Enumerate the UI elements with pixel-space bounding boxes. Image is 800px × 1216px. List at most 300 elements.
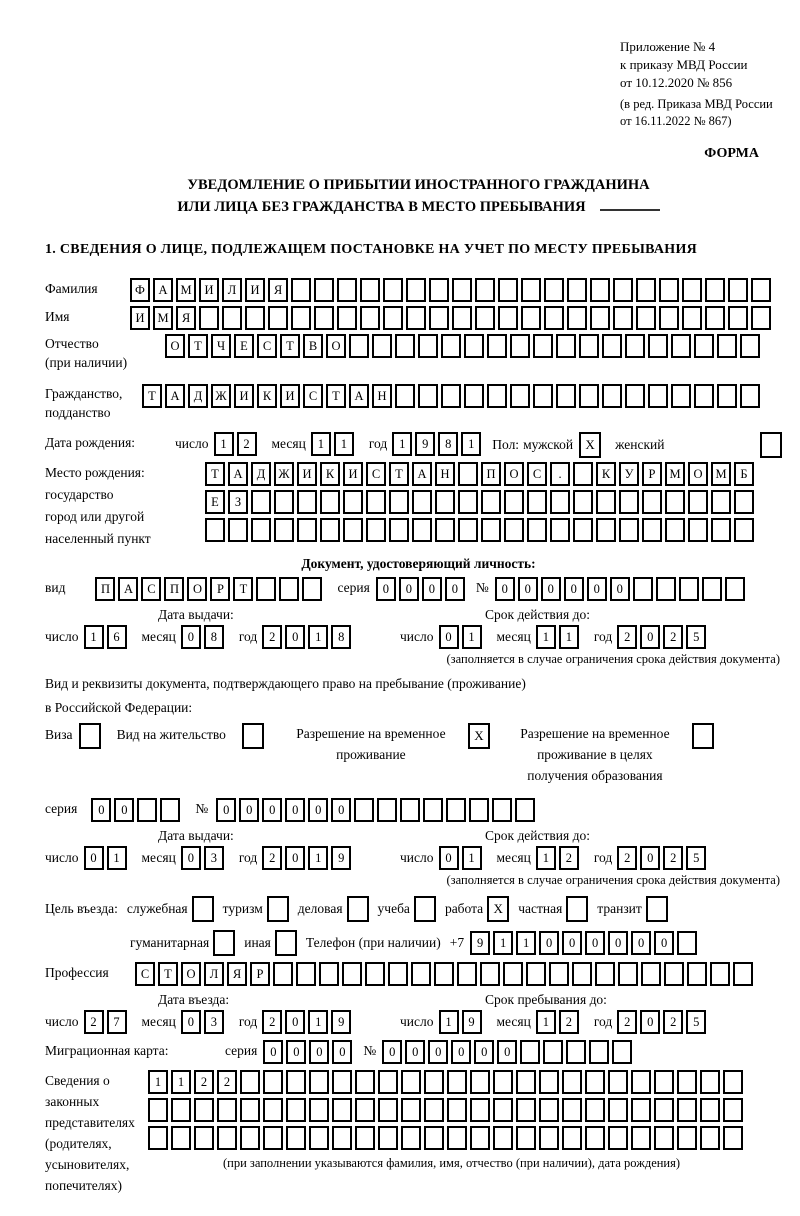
char-cell[interactable]: 0: [610, 577, 630, 601]
char-cell[interactable]: [618, 962, 638, 986]
char-cell[interactable]: [633, 577, 653, 601]
char-cell[interactable]: [589, 1040, 609, 1064]
char-cell[interactable]: [464, 384, 484, 408]
char-cell[interactable]: Е: [205, 490, 225, 514]
char-cell[interactable]: [320, 518, 340, 542]
char-cell[interactable]: [539, 1070, 559, 1094]
char-cell[interactable]: 0: [640, 1010, 660, 1034]
purpose-private-checkbox[interactable]: [566, 896, 588, 922]
char-cell[interactable]: [550, 490, 570, 514]
char-cell[interactable]: [148, 1098, 168, 1122]
char-cell[interactable]: [388, 962, 408, 986]
char-cell[interactable]: [510, 334, 530, 358]
char-cell[interactable]: 0: [181, 846, 201, 870]
char-cell[interactable]: [291, 278, 311, 302]
char-cell[interactable]: [309, 1098, 329, 1122]
char-cell[interactable]: [642, 518, 662, 542]
char-cell[interactable]: 0: [91, 798, 111, 822]
char-cell[interactable]: 0: [474, 1040, 494, 1064]
char-cell[interactable]: [539, 1126, 559, 1150]
char-cell[interactable]: [602, 334, 622, 358]
char-cell[interactable]: [659, 278, 679, 302]
char-cell[interactable]: 2: [617, 846, 637, 870]
char-cell[interactable]: [504, 518, 524, 542]
char-cell[interactable]: 5: [686, 846, 706, 870]
char-cell[interactable]: [700, 1098, 720, 1122]
char-cell[interactable]: [366, 490, 386, 514]
char-cell[interactable]: 2: [663, 625, 683, 649]
char-cell[interactable]: С: [303, 384, 323, 408]
char-cell[interactable]: [677, 1098, 697, 1122]
char-cell[interactable]: Н: [372, 384, 392, 408]
char-cell[interactable]: [625, 334, 645, 358]
char-cell[interactable]: [228, 518, 248, 542]
char-cell[interactable]: 0: [216, 798, 236, 822]
residence-permit-checkbox[interactable]: [242, 723, 264, 749]
char-cell[interactable]: [469, 798, 489, 822]
char-cell[interactable]: [664, 962, 684, 986]
char-cell[interactable]: 0: [285, 1010, 305, 1034]
char-cell[interactable]: А: [228, 462, 248, 486]
char-cell[interactable]: [549, 962, 569, 986]
char-cell[interactable]: [677, 1126, 697, 1150]
char-cell[interactable]: М: [711, 462, 731, 486]
char-cell[interactable]: 2: [237, 432, 257, 456]
char-cell[interactable]: [498, 306, 518, 330]
char-cell[interactable]: Ж: [211, 384, 231, 408]
char-cell[interactable]: [493, 1126, 513, 1150]
char-cell[interactable]: [412, 518, 432, 542]
char-cell[interactable]: Е: [234, 334, 254, 358]
sex-female-checkbox[interactable]: [760, 432, 782, 458]
char-cell[interactable]: [251, 518, 271, 542]
char-cell[interactable]: [475, 306, 495, 330]
char-cell[interactable]: [740, 384, 760, 408]
purpose-study-checkbox[interactable]: [414, 896, 436, 922]
char-cell[interactable]: [521, 306, 541, 330]
char-cell[interactable]: 0: [263, 1040, 283, 1064]
char-cell[interactable]: 2: [262, 625, 282, 649]
char-cell[interactable]: [435, 518, 455, 542]
char-cell[interactable]: [395, 384, 415, 408]
char-cell[interactable]: [613, 278, 633, 302]
char-cell[interactable]: [636, 306, 656, 330]
char-cell[interactable]: [274, 490, 294, 514]
char-cell[interactable]: [337, 278, 357, 302]
char-cell[interactable]: 1: [308, 1010, 328, 1034]
char-cell[interactable]: 1: [311, 432, 331, 456]
char-cell[interactable]: [654, 1126, 674, 1150]
char-cell[interactable]: 1: [334, 432, 354, 456]
char-cell[interactable]: [199, 306, 219, 330]
char-cell[interactable]: 0: [262, 798, 282, 822]
char-cell[interactable]: 0: [445, 577, 465, 601]
char-cell[interactable]: 2: [663, 1010, 683, 1034]
char-cell[interactable]: [585, 1126, 605, 1150]
char-cell[interactable]: [612, 1040, 632, 1064]
char-cell[interactable]: [740, 334, 760, 358]
char-cell[interactable]: [194, 1126, 214, 1150]
char-cell[interactable]: 0: [439, 846, 459, 870]
char-cell[interactable]: 1: [148, 1070, 168, 1094]
char-cell[interactable]: [263, 1070, 283, 1094]
char-cell[interactable]: [263, 1126, 283, 1150]
char-cell[interactable]: И: [234, 384, 254, 408]
char-cell[interactable]: [527, 518, 547, 542]
char-cell[interactable]: [526, 962, 546, 986]
char-cell[interactable]: [406, 278, 426, 302]
char-cell[interactable]: [412, 490, 432, 514]
char-cell[interactable]: [481, 518, 501, 542]
char-cell[interactable]: 2: [194, 1070, 214, 1094]
char-cell[interactable]: [389, 518, 409, 542]
char-cell[interactable]: [520, 1040, 540, 1064]
sex-male-checkbox[interactable]: X: [579, 432, 601, 458]
char-cell[interactable]: А: [165, 384, 185, 408]
purpose-official-checkbox[interactable]: [192, 896, 214, 922]
char-cell[interactable]: [515, 798, 535, 822]
char-cell[interactable]: 2: [217, 1070, 237, 1094]
char-cell[interactable]: [424, 1098, 444, 1122]
char-cell[interactable]: [679, 577, 699, 601]
char-cell[interactable]: [648, 384, 668, 408]
char-cell[interactable]: 2: [559, 846, 579, 870]
char-cell[interactable]: А: [118, 577, 138, 601]
char-cell[interactable]: 0: [285, 846, 305, 870]
char-cell[interactable]: [240, 1070, 260, 1094]
char-cell[interactable]: П: [481, 462, 501, 486]
char-cell[interactable]: 1: [214, 432, 234, 456]
char-cell[interactable]: [424, 1070, 444, 1094]
char-cell[interactable]: 0: [654, 931, 674, 955]
char-cell[interactable]: [314, 278, 334, 302]
char-cell[interactable]: [355, 1098, 375, 1122]
char-cell[interactable]: [256, 577, 276, 601]
char-cell[interactable]: [516, 1098, 536, 1122]
char-cell[interactable]: [539, 1098, 559, 1122]
char-cell[interactable]: Д: [188, 384, 208, 408]
char-cell[interactable]: [533, 384, 553, 408]
char-cell[interactable]: [424, 1126, 444, 1150]
char-cell[interactable]: [556, 384, 576, 408]
char-cell[interactable]: С: [257, 334, 277, 358]
char-cell[interactable]: [710, 962, 730, 986]
char-cell[interactable]: [160, 798, 180, 822]
char-cell[interactable]: Ф: [130, 278, 150, 302]
char-cell[interactable]: 2: [617, 625, 637, 649]
char-cell[interactable]: Л: [204, 962, 224, 986]
char-cell[interactable]: [682, 278, 702, 302]
char-cell[interactable]: 1: [84, 625, 104, 649]
char-cell[interactable]: [360, 306, 380, 330]
char-cell[interactable]: Р: [250, 962, 270, 986]
char-cell[interactable]: [613, 306, 633, 330]
char-cell[interactable]: [725, 577, 745, 601]
char-cell[interactable]: 0: [309, 1040, 329, 1064]
char-cell[interactable]: С: [366, 462, 386, 486]
char-cell[interactable]: [728, 306, 748, 330]
char-cell[interactable]: И: [297, 462, 317, 486]
char-cell[interactable]: [365, 962, 385, 986]
char-cell[interactable]: [452, 278, 472, 302]
char-cell[interactable]: 2: [617, 1010, 637, 1034]
char-cell[interactable]: 0: [587, 577, 607, 601]
char-cell[interactable]: [434, 962, 454, 986]
char-cell[interactable]: [337, 306, 357, 330]
char-cell[interactable]: [205, 518, 225, 542]
char-cell[interactable]: [723, 1126, 743, 1150]
purpose-business-checkbox[interactable]: [347, 896, 369, 922]
char-cell[interactable]: 9: [331, 1010, 351, 1034]
char-cell[interactable]: [447, 1098, 467, 1122]
char-cell[interactable]: 0: [495, 577, 515, 601]
char-cell[interactable]: 0: [428, 1040, 448, 1064]
char-cell[interactable]: [273, 962, 293, 986]
char-cell[interactable]: [240, 1098, 260, 1122]
char-cell[interactable]: [406, 306, 426, 330]
char-cell[interactable]: [734, 490, 754, 514]
char-cell[interactable]: [498, 278, 518, 302]
char-cell[interactable]: 3: [204, 846, 224, 870]
char-cell[interactable]: [354, 798, 374, 822]
char-cell[interactable]: Т: [389, 462, 409, 486]
char-cell[interactable]: [383, 278, 403, 302]
char-cell[interactable]: [608, 1070, 628, 1094]
char-cell[interactable]: [562, 1098, 582, 1122]
char-cell[interactable]: [309, 1070, 329, 1094]
char-cell[interactable]: [297, 518, 317, 542]
char-cell[interactable]: [302, 577, 322, 601]
char-cell[interactable]: [665, 518, 685, 542]
char-cell[interactable]: [700, 1126, 720, 1150]
char-cell[interactable]: [656, 577, 676, 601]
char-cell[interactable]: 2: [84, 1010, 104, 1034]
char-cell[interactable]: [447, 1126, 467, 1150]
char-cell[interactable]: [671, 384, 691, 408]
char-cell[interactable]: [728, 278, 748, 302]
char-cell[interactable]: [401, 1126, 421, 1150]
char-cell[interactable]: [654, 1098, 674, 1122]
char-cell[interactable]: 9: [470, 931, 490, 955]
char-cell[interactable]: [481, 490, 501, 514]
char-cell[interactable]: 3: [204, 1010, 224, 1034]
char-cell[interactable]: [734, 518, 754, 542]
char-cell[interactable]: [274, 518, 294, 542]
char-cell[interactable]: [504, 490, 524, 514]
char-cell[interactable]: [493, 1070, 513, 1094]
char-cell[interactable]: [608, 1126, 628, 1150]
char-cell[interactable]: 9: [462, 1010, 482, 1034]
char-cell[interactable]: [493, 1098, 513, 1122]
char-cell[interactable]: [533, 334, 553, 358]
char-cell[interactable]: 0: [285, 798, 305, 822]
char-cell[interactable]: 7: [107, 1010, 127, 1034]
char-cell[interactable]: [458, 462, 478, 486]
char-cell[interactable]: [423, 798, 443, 822]
char-cell[interactable]: [677, 931, 697, 955]
char-cell[interactable]: 1: [559, 625, 579, 649]
char-cell[interactable]: [217, 1126, 237, 1150]
char-cell[interactable]: [194, 1098, 214, 1122]
char-cell[interactable]: [751, 306, 771, 330]
char-cell[interactable]: [688, 518, 708, 542]
char-cell[interactable]: 0: [84, 846, 104, 870]
char-cell[interactable]: И: [130, 306, 150, 330]
char-cell[interactable]: [137, 798, 157, 822]
char-cell[interactable]: 0: [439, 625, 459, 649]
char-cell[interactable]: [377, 798, 397, 822]
char-cell[interactable]: [400, 798, 420, 822]
char-cell[interactable]: Ж: [274, 462, 294, 486]
char-cell[interactable]: [309, 1126, 329, 1150]
char-cell[interactable]: В: [303, 334, 323, 358]
char-cell[interactable]: 1: [536, 625, 556, 649]
char-cell[interactable]: 0: [382, 1040, 402, 1064]
char-cell[interactable]: З: [228, 490, 248, 514]
char-cell[interactable]: [619, 490, 639, 514]
char-cell[interactable]: [366, 518, 386, 542]
char-cell[interactable]: [217, 1098, 237, 1122]
char-cell[interactable]: [671, 334, 691, 358]
char-cell[interactable]: 0: [308, 798, 328, 822]
char-cell[interactable]: [401, 1098, 421, 1122]
char-cell[interactable]: [711, 490, 731, 514]
char-cell[interactable]: 1: [536, 1010, 556, 1034]
char-cell[interactable]: 1: [107, 846, 127, 870]
char-cell[interactable]: [457, 962, 477, 986]
char-cell[interactable]: 1: [462, 625, 482, 649]
purpose-tourism-checkbox[interactable]: [267, 896, 289, 922]
char-cell[interactable]: [705, 306, 725, 330]
char-cell[interactable]: М: [665, 462, 685, 486]
char-cell[interactable]: 1: [516, 931, 536, 955]
char-cell[interactable]: [602, 384, 622, 408]
char-cell[interactable]: 0: [239, 798, 259, 822]
char-cell[interactable]: 0: [399, 577, 419, 601]
char-cell[interactable]: 1: [461, 432, 481, 456]
char-cell[interactable]: [470, 1070, 490, 1094]
char-cell[interactable]: [383, 306, 403, 330]
char-cell[interactable]: [429, 278, 449, 302]
char-cell[interactable]: П: [95, 577, 115, 601]
char-cell[interactable]: И: [343, 462, 363, 486]
char-cell[interactable]: М: [176, 278, 196, 302]
char-cell[interactable]: 0: [539, 931, 559, 955]
char-cell[interactable]: [395, 334, 415, 358]
char-cell[interactable]: [441, 334, 461, 358]
char-cell[interactable]: [573, 462, 593, 486]
char-cell[interactable]: У: [619, 462, 639, 486]
char-cell[interactable]: 0: [518, 577, 538, 601]
char-cell[interactable]: [320, 490, 340, 514]
char-cell[interactable]: [562, 1126, 582, 1150]
char-cell[interactable]: [642, 490, 662, 514]
char-cell[interactable]: [631, 1126, 651, 1150]
char-cell[interactable]: [291, 306, 311, 330]
char-cell[interactable]: 5: [686, 1010, 706, 1034]
purpose-other-checkbox[interactable]: [275, 930, 297, 956]
char-cell[interactable]: [619, 518, 639, 542]
char-cell[interactable]: 5: [686, 625, 706, 649]
char-cell[interactable]: 0: [422, 577, 442, 601]
char-cell[interactable]: [286, 1098, 306, 1122]
char-cell[interactable]: 2: [559, 1010, 579, 1034]
char-cell[interactable]: [527, 490, 547, 514]
char-cell[interactable]: [378, 1126, 398, 1150]
char-cell[interactable]: [585, 1070, 605, 1094]
char-cell[interactable]: Т: [142, 384, 162, 408]
char-cell[interactable]: [378, 1070, 398, 1094]
char-cell[interactable]: И: [245, 278, 265, 302]
char-cell[interactable]: [297, 490, 317, 514]
char-cell[interactable]: [510, 384, 530, 408]
char-cell[interactable]: [251, 490, 271, 514]
char-cell[interactable]: [567, 306, 587, 330]
char-cell[interactable]: [717, 384, 737, 408]
char-cell[interactable]: [452, 306, 472, 330]
char-cell[interactable]: [343, 518, 363, 542]
char-cell[interactable]: 1: [536, 846, 556, 870]
char-cell[interactable]: Л: [222, 278, 242, 302]
char-cell[interactable]: [441, 384, 461, 408]
char-cell[interactable]: [711, 518, 731, 542]
char-cell[interactable]: 0: [181, 1010, 201, 1034]
char-cell[interactable]: 0: [285, 625, 305, 649]
char-cell[interactable]: 9: [331, 846, 351, 870]
char-cell[interactable]: 0: [331, 798, 351, 822]
char-cell[interactable]: 0: [451, 1040, 471, 1064]
char-cell[interactable]: О: [187, 577, 207, 601]
char-cell[interactable]: И: [280, 384, 300, 408]
char-cell[interactable]: [751, 278, 771, 302]
char-cell[interactable]: Т: [233, 577, 253, 601]
char-cell[interactable]: [566, 1040, 586, 1064]
char-cell[interactable]: П: [164, 577, 184, 601]
char-cell[interactable]: [480, 962, 500, 986]
char-cell[interactable]: Т: [326, 384, 346, 408]
char-cell[interactable]: [314, 306, 334, 330]
char-cell[interactable]: 0: [286, 1040, 306, 1064]
char-cell[interactable]: 0: [497, 1040, 517, 1064]
char-cell[interactable]: [723, 1098, 743, 1122]
char-cell[interactable]: 1: [171, 1070, 191, 1094]
char-cell[interactable]: А: [349, 384, 369, 408]
char-cell[interactable]: 0: [376, 577, 396, 601]
char-cell[interactable]: [355, 1126, 375, 1150]
char-cell[interactable]: [596, 490, 616, 514]
char-cell[interactable]: 1: [392, 432, 412, 456]
char-cell[interactable]: 6: [107, 625, 127, 649]
char-cell[interactable]: [573, 518, 593, 542]
char-cell[interactable]: [516, 1126, 536, 1150]
char-cell[interactable]: [688, 490, 708, 514]
char-cell[interactable]: [475, 278, 495, 302]
char-cell[interactable]: 1: [462, 846, 482, 870]
char-cell[interactable]: И: [199, 278, 219, 302]
char-cell[interactable]: [429, 306, 449, 330]
char-cell[interactable]: [550, 518, 570, 542]
char-cell[interactable]: [573, 490, 593, 514]
char-cell[interactable]: Н: [435, 462, 455, 486]
char-cell[interactable]: [665, 490, 685, 514]
char-cell[interactable]: 8: [204, 625, 224, 649]
char-cell[interactable]: [268, 306, 288, 330]
char-cell[interactable]: [401, 1070, 421, 1094]
char-cell[interactable]: [418, 334, 438, 358]
char-cell[interactable]: К: [596, 462, 616, 486]
char-cell[interactable]: 2: [262, 1010, 282, 1034]
char-cell[interactable]: О: [165, 334, 185, 358]
